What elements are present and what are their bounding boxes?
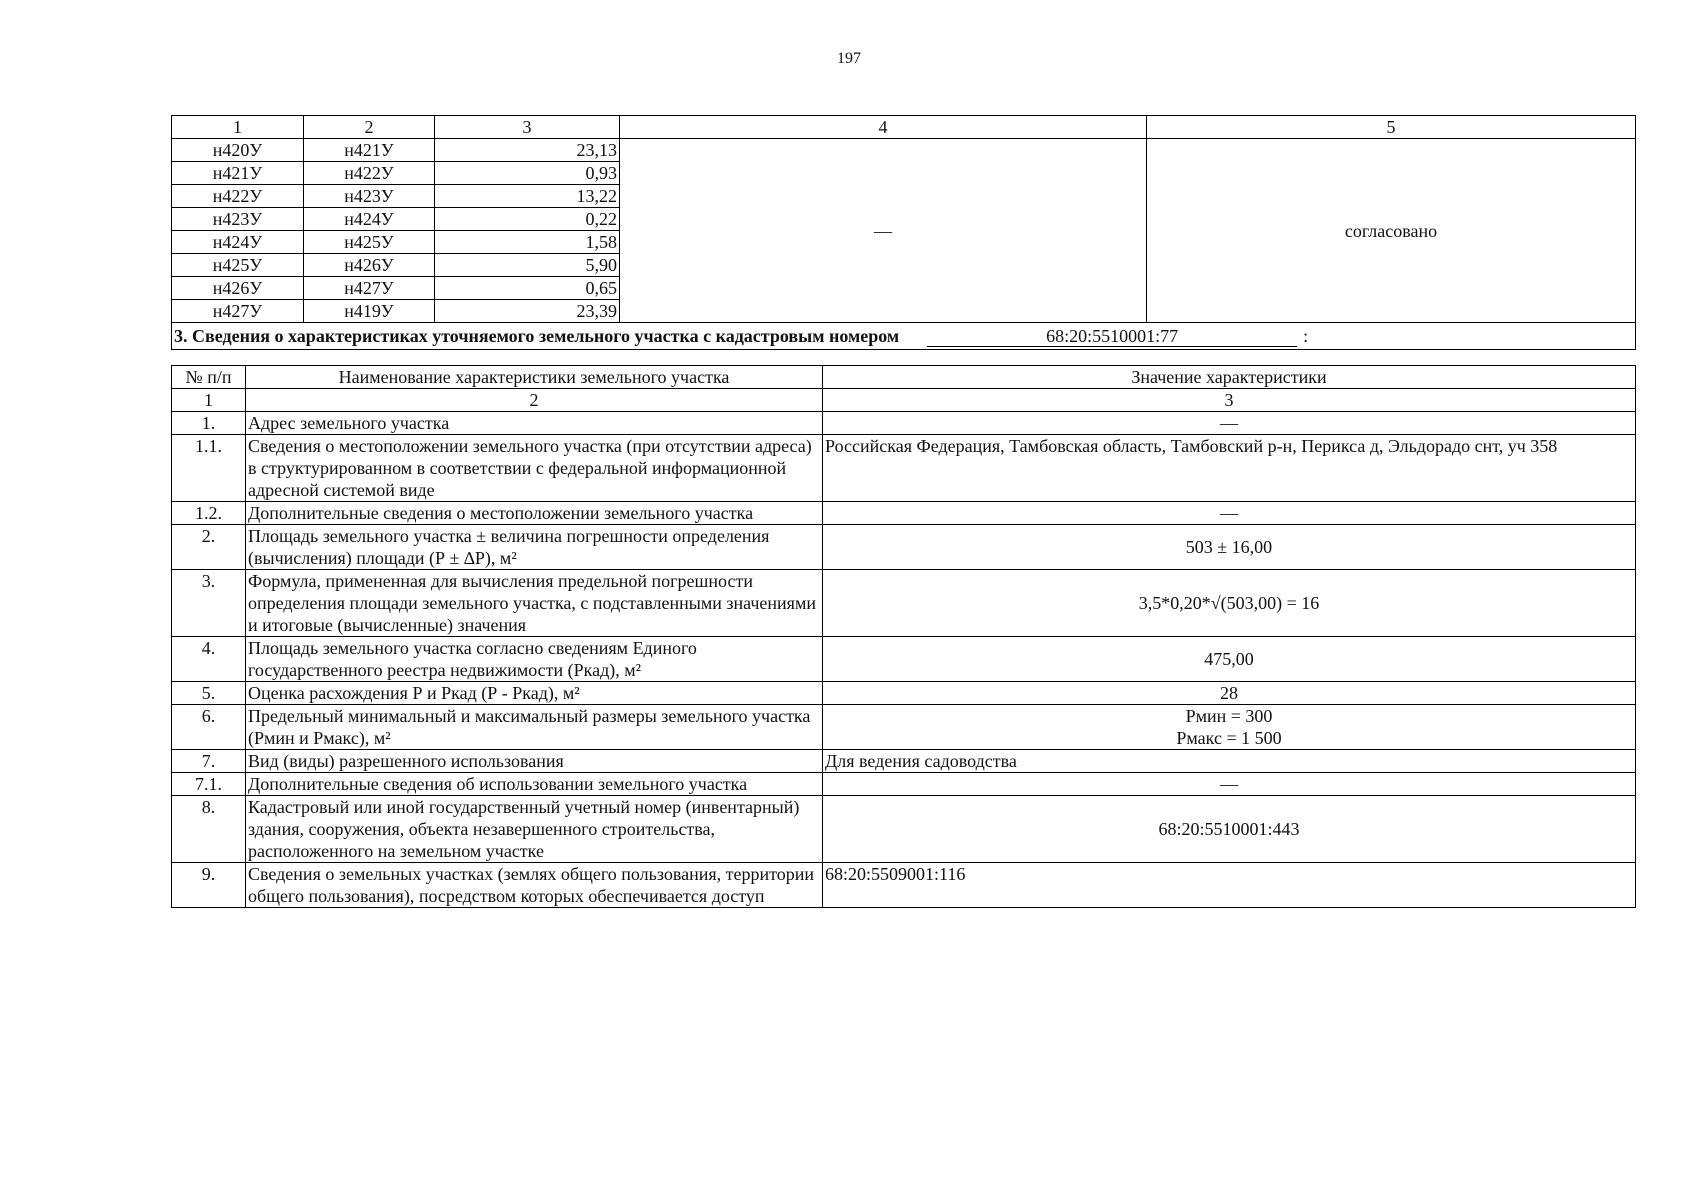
characteristic-value: — (823, 773, 1636, 796)
characteristic-name: Предельный минимальный и максимальный размеры земельного участка (Рмин и Рмакс), м² (246, 705, 823, 750)
segment-length: 0,65 (435, 277, 620, 300)
characteristics-header (172, 366, 1636, 389)
table-row (172, 525, 1636, 570)
characteristic-name: Вид (виды) разрешенного использования (246, 750, 823, 773)
cadastral-number: 68:20:5510001:77 (927, 326, 1297, 347)
characteristic-name: Дополнительные сведения о местоположении земельного участка (246, 502, 823, 525)
table-row (172, 750, 1636, 773)
characteristic-name: Оценка расхождения Р и Ркад (Р - Ркад), м² (246, 682, 823, 705)
characteristic-value: 68:20:5510001:443 (823, 796, 1636, 863)
from-point: н422У (172, 185, 304, 208)
row-number: 5. (172, 682, 246, 705)
header-name: Наименование характеристики земельного участка (246, 366, 823, 389)
to-point: н425У (304, 231, 435, 254)
row-number: 8. (172, 796, 246, 863)
table-row (172, 502, 1636, 525)
header-col-1: 1 (172, 116, 304, 139)
characteristic-name: Дополнительные сведения об использовании земельного участка (246, 773, 823, 796)
table-row (172, 863, 1636, 908)
to-point: н427У (304, 277, 435, 300)
table-row (172, 139, 1636, 162)
row-number: 7.1. (172, 773, 246, 796)
segment-length: 1,58 (435, 231, 620, 254)
to-point: н419У (304, 300, 435, 323)
section-heading-cell (172, 323, 1636, 350)
characteristic-name: Площадь земельного участка ± величина погрешности определения (вычисления) площади (Р ± ∆Р), м² (246, 525, 823, 570)
row-number: 6. (172, 705, 246, 750)
row-number: 1.2. (172, 502, 246, 525)
row-number: 4. (172, 637, 246, 682)
header-col-2: 2 (304, 116, 435, 139)
index-2: 2 (246, 389, 823, 412)
characteristic-value: 503 ± 16,00 (823, 525, 1636, 570)
header-value: Значение характеристики (823, 366, 1636, 389)
agreement-status: согласовано (1147, 139, 1636, 323)
segment-length: 0,22 (435, 208, 620, 231)
to-point: н421У (304, 139, 435, 162)
boundary-table-header (172, 116, 1636, 139)
characteristic-value: 475,00 (823, 637, 1636, 682)
max-size-value: Рмакс = 1 500 (1176, 728, 1282, 748)
characteristic-value (823, 705, 1636, 750)
section-colon: : (1303, 326, 1309, 346)
characteristic-name: Кадастровый или иной государственный учетный номер (инвентарный) здания, сооружения, объекта незавершенного строительства, расположенного на земельном участке (246, 796, 823, 863)
segment-length: 13,22 (435, 185, 620, 208)
from-point: н424У (172, 231, 304, 254)
segment-length: 23,13 (435, 139, 620, 162)
row-number: 1.1. (172, 435, 246, 502)
table-row (172, 773, 1636, 796)
row-number: 7. (172, 750, 246, 773)
characteristic-value: — (823, 412, 1636, 435)
table-row (172, 705, 1636, 750)
to-point: н423У (304, 185, 435, 208)
to-point: н424У (304, 208, 435, 231)
characteristic-name: Сведения о земельных участках (землях общего пользования, территории общего пользования), посредством которых обеспечивается доступ (246, 863, 823, 908)
header-col-5: 5 (1147, 116, 1636, 139)
table-row (172, 570, 1636, 637)
segment-length: 5,90 (435, 254, 620, 277)
characteristic-name: Площадь земельного участка согласно сведениям Единого государственного реестра недвижимости (Ркад), м² (246, 637, 823, 682)
characteristic-name: Адрес земельного участка (246, 412, 823, 435)
characteristic-name: Формула, примененная для вычисления предельной погрешности определения площади земельного участка, с подставленными значениями и итоговые (вычисленные) значения (246, 570, 823, 637)
characteristic-value: 28 (823, 682, 1636, 705)
characteristic-value: Российская Федерация, Тамбовская область, Тамбовский р-н, Перикса д, Эльдорадо снт, уч 358 (823, 435, 1636, 502)
row-number: 9. (172, 863, 246, 908)
characteristic-value: Для ведения садоводства (823, 750, 1636, 773)
from-point: н427У (172, 300, 304, 323)
characteristics-table (171, 365, 1636, 908)
section-title: 3. Сведения о характеристиках уточняемого земельного участка с кадастровым номером (174, 326, 900, 346)
table-row (172, 412, 1636, 435)
from-point: н421У (172, 162, 304, 185)
row-number: 3. (172, 570, 246, 637)
col4-merged-cell: — (620, 139, 1147, 323)
to-point: н422У (304, 162, 435, 185)
header-num: № п/п (172, 366, 246, 389)
characteristics-index-row (172, 389, 1636, 412)
to-point: н426У (304, 254, 435, 277)
segment-length: 23,39 (435, 300, 620, 323)
characteristic-value: — (823, 502, 1636, 525)
row-number: 2. (172, 525, 246, 570)
index-3: 3 (823, 389, 1636, 412)
header-col-4: 4 (620, 116, 1147, 139)
characteristic-value: 3,5*0,20*√(503,00) = 16 (823, 570, 1636, 637)
from-point: н423У (172, 208, 304, 231)
from-point: н426У (172, 277, 304, 300)
table-row (172, 435, 1636, 502)
header-col-3: 3 (435, 116, 620, 139)
table-row (172, 637, 1636, 682)
row-number: 1. (172, 412, 246, 435)
min-size-value: Рмин = 300 (1185, 706, 1273, 726)
from-point: н425У (172, 254, 304, 277)
table-row (172, 682, 1636, 705)
from-point: н420У (172, 139, 304, 162)
section-heading-row (172, 323, 1636, 350)
boundary-table (171, 115, 1636, 350)
index-1: 1 (172, 389, 246, 412)
characteristic-value: 68:20:5509001:116 (823, 863, 1636, 908)
page-number: 197 (837, 50, 861, 67)
table-row (172, 796, 1636, 863)
segment-length: 0,93 (435, 162, 620, 185)
characteristic-name: Сведения о местоположении земельного участка (при отсутствии адреса) в структурированном в соответствии с федеральной информационной адресной системой виде (246, 435, 823, 502)
